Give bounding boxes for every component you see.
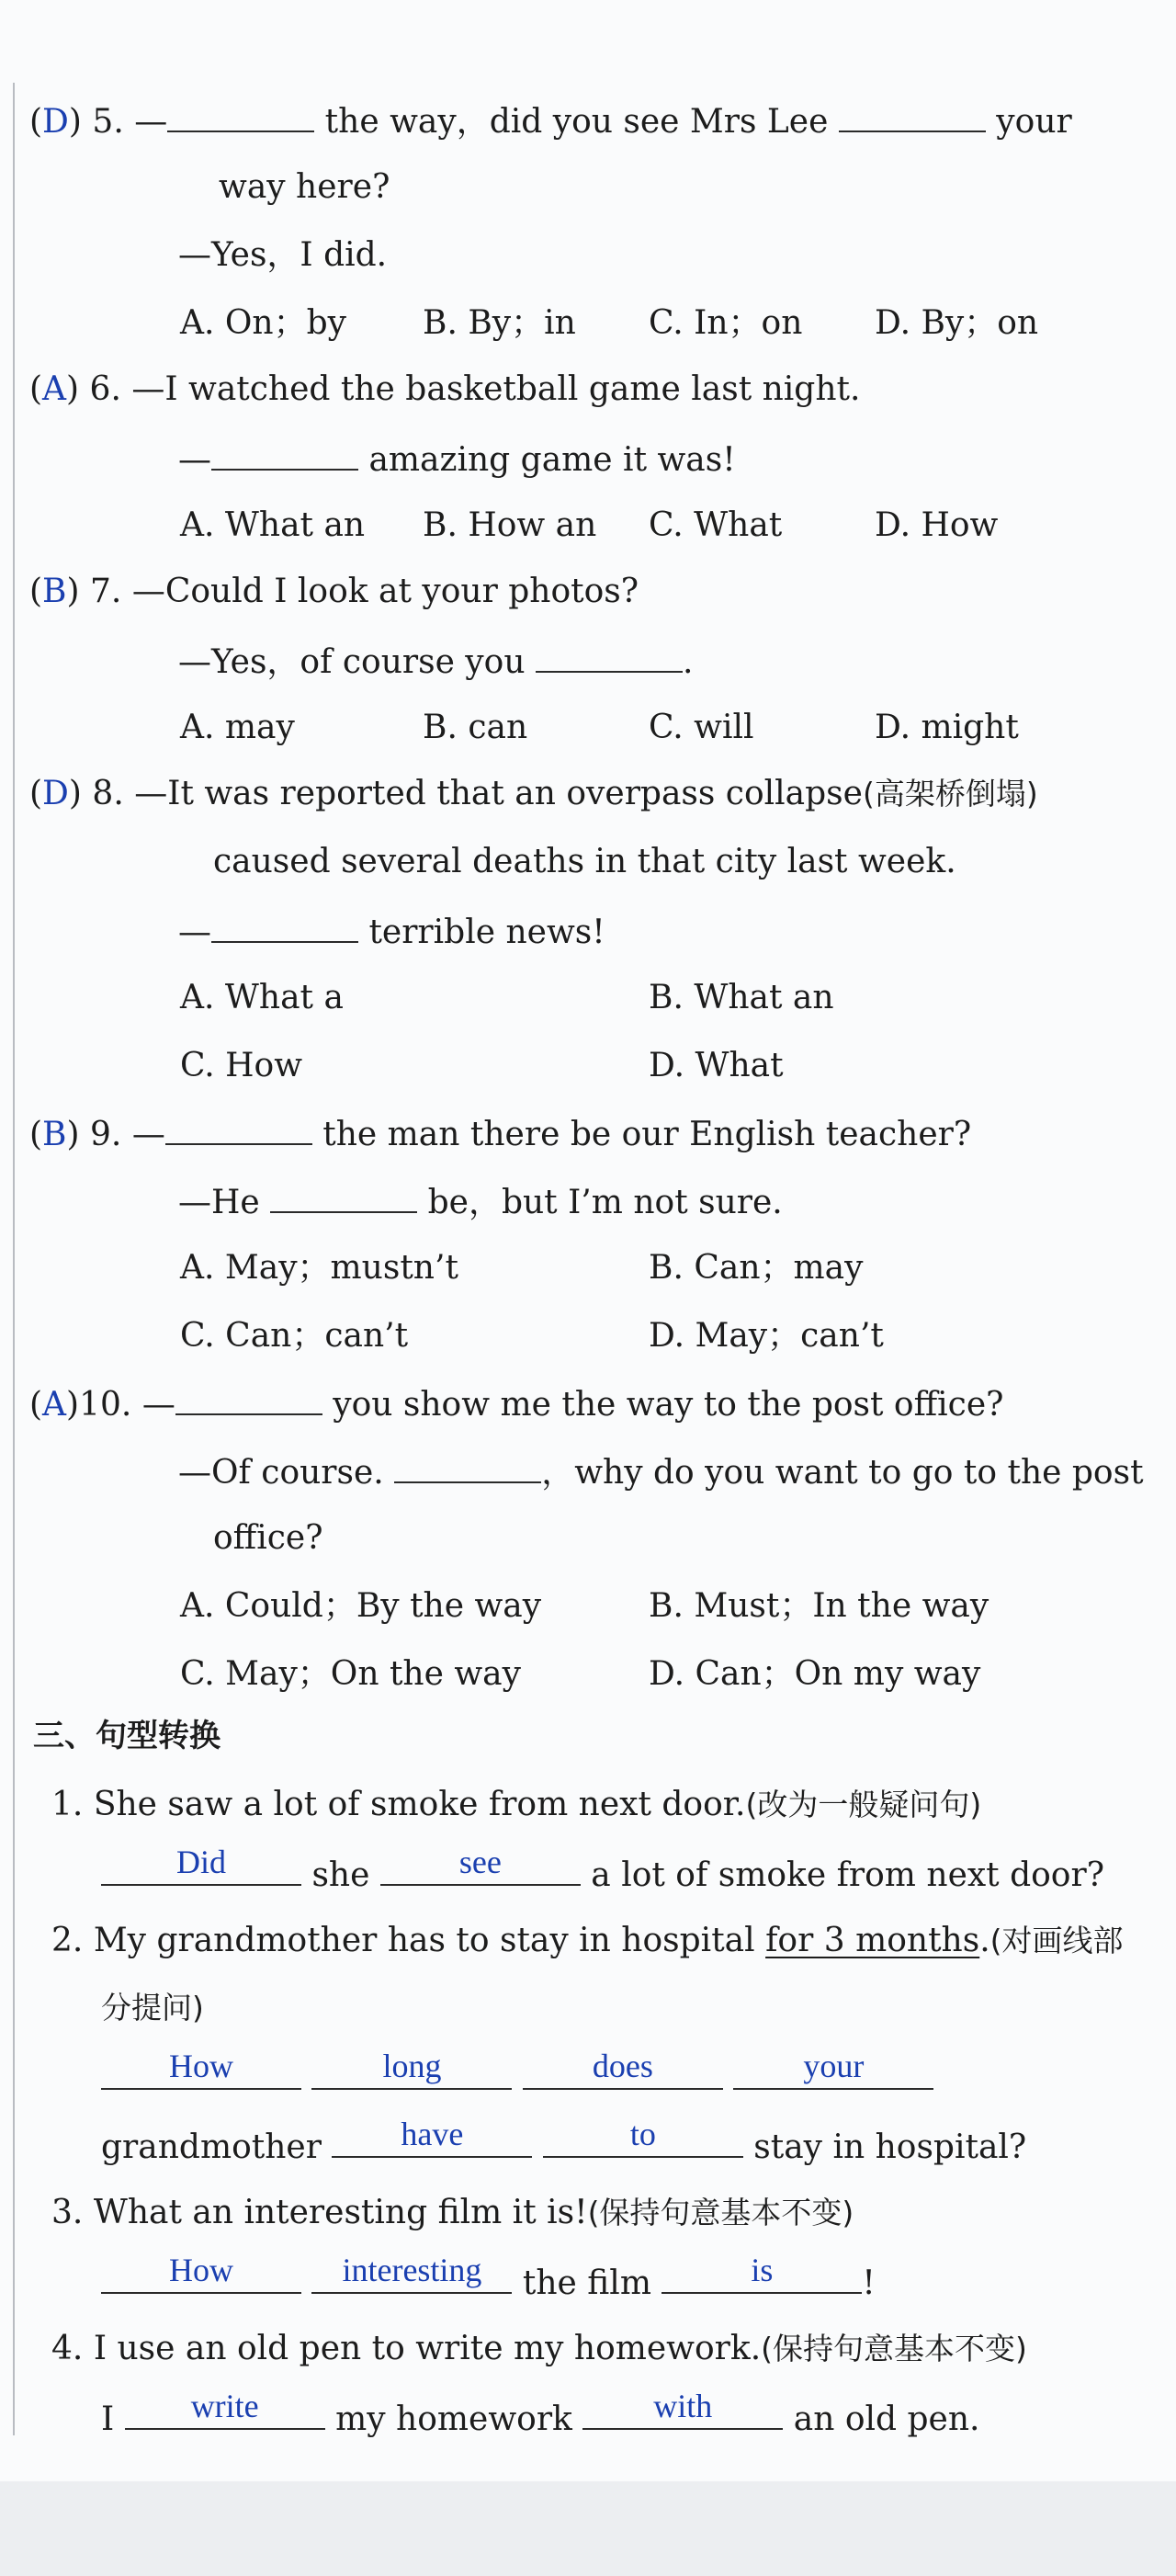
s2-sentence: My grandmother has to stay in hospital (93, 1922, 766, 1959)
q6-option-d[interactable]: D. How (875, 506, 999, 544)
s2-underlined: for 3 months (765, 1922, 980, 1959)
q10-dash: — (141, 1386, 175, 1424)
s2-blank6[interactable] (543, 2116, 743, 2158)
q7-answer: B (42, 573, 67, 610)
q9-line1: (B) 9. — the man there be our English teacher? (29, 1116, 972, 1153)
q9-text-a: —He (178, 1184, 271, 1221)
s3-exclamation: ! (862, 2264, 876, 2302)
s2-number: 2. (51, 1922, 84, 1959)
q8-answer: D (42, 775, 69, 812)
s2-blank4[interactable] (733, 2048, 933, 2090)
q7-number: 7. (90, 573, 122, 610)
s2-text-grandmother: grandmother (101, 2128, 333, 2166)
q9-option-d[interactable]: D. May；can’t (649, 1317, 884, 1355)
q10-line2 (178, 1454, 1144, 1490)
q8-line2: caused several deaths in that city last week. (213, 843, 956, 880)
q6-dash: — (178, 441, 211, 479)
q7-option-d[interactable]: D. might (875, 709, 1019, 746)
q8-text: terrible news! (358, 914, 605, 951)
s1-line2 (101, 1844, 1104, 1894)
q10-option-b[interactable]: B. Must；In the way (649, 1587, 989, 1625)
s2-blank2[interactable] (311, 2048, 512, 2090)
q8-chinese-gloss: (高架桥倒塌) (862, 776, 1038, 811)
s1-line1 (51, 1788, 981, 1821)
q7-option-c[interactable]: C. will (649, 709, 754, 746)
s3-fill2: interesting (342, 2252, 482, 2288)
s4-text-end: an old pen. (783, 2400, 980, 2438)
q7-line1: (B) 7. —Could I look at your photos? (29, 573, 639, 610)
q10-answer: A (42, 1386, 67, 1424)
s1-blank1[interactable] (101, 1844, 301, 1886)
q5-blank1[interactable] (167, 103, 314, 132)
q6-question: —I watched the basketball game last night. (131, 370, 861, 408)
q7-option-a[interactable]: A. may (180, 709, 295, 746)
q5-blank2[interactable] (839, 103, 986, 132)
q8-line3 (178, 914, 605, 949)
q8-dash: — (178, 914, 211, 951)
q5-option-b[interactable]: B. By；in (423, 304, 576, 342)
q5-line2: way here? (219, 168, 390, 206)
s4-sentence: I use an old pen to write my homework. (93, 2330, 762, 2367)
q5-text-mid: the way，did you see Mrs Lee (314, 103, 839, 141)
s2-instruction-2: 分提问) (101, 1990, 204, 2026)
q8-number: 8. (92, 775, 124, 812)
q9-option-c[interactable]: C. Can；can’t (180, 1317, 409, 1355)
s1-instruction: (改为一般疑问句) (745, 1787, 982, 1822)
s2-fill2: long (382, 2048, 442, 2084)
q5-number: 5. (92, 103, 124, 141)
q7-option-b[interactable]: B. can (423, 709, 528, 746)
s3-line2 (101, 2252, 876, 2302)
q10-line1: (A)10. — you show me the way to the post office? (29, 1386, 1004, 1424)
q9-question: the man there be our English teacher? (311, 1116, 972, 1153)
q8-option-c[interactable]: C. How (180, 1047, 303, 1084)
s2-blank3[interactable] (523, 2048, 723, 2090)
s3-blank1[interactable] (101, 2252, 301, 2294)
s2-fill4: your (803, 2048, 865, 2084)
q5-option-c[interactable]: C. In；on (649, 304, 803, 342)
s4-text-mid: my homework (324, 2400, 583, 2438)
s3-blank3[interactable] (662, 2252, 862, 2294)
s3-number: 3. (51, 2194, 84, 2231)
s2-line3 (101, 2048, 933, 2096)
s4-number: 4. (51, 2330, 84, 2367)
s3-text-mid: the film (512, 2264, 662, 2302)
q5-line1: (D) 5. — the way，did you see Mrs Lee your (29, 103, 1072, 141)
s4-text-start: I (101, 2400, 125, 2438)
q10-question: you show me the way to the post office? (322, 1386, 1004, 1424)
q8-blank[interactable] (211, 914, 358, 943)
q10-blank1[interactable] (175, 1386, 322, 1415)
q5-answer: D (42, 103, 69, 141)
s1-fill1: Did (176, 1844, 226, 1880)
s2-line4 (101, 2116, 1027, 2166)
q6-option-c[interactable]: C. What (649, 506, 783, 544)
s1-fill2: see (458, 1844, 502, 1880)
s2-blank1[interactable] (101, 2048, 301, 2090)
q9-text-b: be，but I’m not sure. (417, 1184, 783, 1221)
q7-text: —Yes，of course you (178, 643, 536, 681)
q7-blank[interactable] (536, 643, 683, 673)
q9-option-b[interactable]: B. Can；may (649, 1249, 864, 1287)
q6-answer: A (42, 370, 67, 408)
s2-text-end: stay in hospital? (742, 2128, 1027, 2166)
q7-period: . (682, 643, 694, 681)
s1-blank2[interactable] (380, 1844, 581, 1886)
s2-fill3: does (592, 2048, 653, 2084)
q5-option-d[interactable]: D. By；on (875, 304, 1039, 342)
s3-fill1: How (169, 2252, 233, 2288)
s2-instruction-1: (对画线部 (989, 1923, 1124, 1958)
s4-fill2: with (653, 2388, 713, 2424)
s1-text-end: a lot of smoke from next door? (580, 1856, 1104, 1894)
q6-option-a[interactable]: A. What an (180, 506, 366, 544)
s4-blank2[interactable] (582, 2388, 783, 2430)
s2-line1 (51, 1924, 1124, 1958)
s4-blank1[interactable] (125, 2388, 325, 2430)
q5-option-a[interactable]: A. On；by (180, 304, 346, 342)
q9-blank1[interactable] (165, 1116, 312, 1145)
q8-question: —It was reported that an overpass collapse (134, 775, 863, 812)
q5-dash: — (134, 103, 168, 141)
section-title: 三、句型转换 (33, 1718, 220, 1754)
q9-option-a[interactable]: A. May；mustn’t (180, 1249, 458, 1287)
q8-line1: (D) 8. —It was reported that an overpass collapse(高架桥倒塌) (29, 775, 1038, 812)
q5-line3: —Yes，I did. (178, 236, 388, 274)
q6-line2 (178, 441, 736, 477)
s3-blank2[interactable] (311, 2252, 512, 2294)
q8-option-b[interactable]: B. What an (649, 979, 834, 1016)
s1-number: 1. (51, 1786, 84, 1823)
q6-number: 6. (89, 370, 121, 408)
q10-option-c[interactable]: C. May；On the way (180, 1655, 521, 1693)
q10-option-a[interactable]: A. Could；By the way (180, 1587, 542, 1625)
q10-line3: office? (213, 1519, 323, 1557)
s2-fill1: How (169, 2048, 233, 2084)
q10-text-a: —Of course. (178, 1454, 395, 1492)
s4-line2 (101, 2388, 980, 2438)
s2-period: . (979, 1922, 990, 1959)
q9-dash: — (131, 1116, 165, 1153)
s1-sentence: She saw a lot of smoke from next door. (93, 1786, 746, 1823)
s2-blank5[interactable] (332, 2116, 532, 2158)
q6-line1: (A) 6. —I watched the basketball game last night. (29, 370, 861, 408)
q9-answer: B (42, 1116, 67, 1153)
q8-option-d[interactable]: D. What (649, 1047, 784, 1084)
q7-line2 (178, 643, 693, 679)
s3-fill3: is (751, 2252, 774, 2288)
q8-option-a[interactable]: A. What a (180, 979, 344, 1016)
q10-blank2[interactable] (394, 1454, 541, 1483)
q6-blank[interactable] (211, 441, 358, 471)
page-bottom-band (0, 2481, 1176, 2576)
s3-line1 (51, 2196, 854, 2230)
q9-blank2[interactable] (270, 1184, 417, 1213)
s1-text-mid: she (301, 1856, 380, 1894)
s3-sentence: What an interesting film it is! (93, 2194, 588, 2231)
s4-fill1: write (190, 2388, 259, 2424)
q6-text: amazing game it was! (358, 441, 736, 479)
q10-option-d[interactable]: D. Can；On my way (649, 1655, 981, 1693)
q10-number: 10. (79, 1386, 132, 1424)
q10-text-b: ，why do you want to go to the post (541, 1454, 1144, 1492)
s4-instruction: (保持句意基本不变) (761, 2331, 1027, 2366)
s4-line1 (51, 2332, 1027, 2366)
q9-number: 9. (90, 1116, 122, 1153)
s2-fill6: to (629, 2116, 656, 2152)
q9-line2 (178, 1184, 783, 1220)
s2-fill5: have (401, 2116, 464, 2152)
q6-option-b[interactable]: B. How an (423, 506, 597, 544)
q5-text-end: your (985, 103, 1072, 141)
margin-rule (13, 83, 15, 2435)
q7-question: —Could I look at your photos? (131, 573, 639, 610)
s3-instruction: (保持句意基本不变) (587, 2195, 854, 2230)
